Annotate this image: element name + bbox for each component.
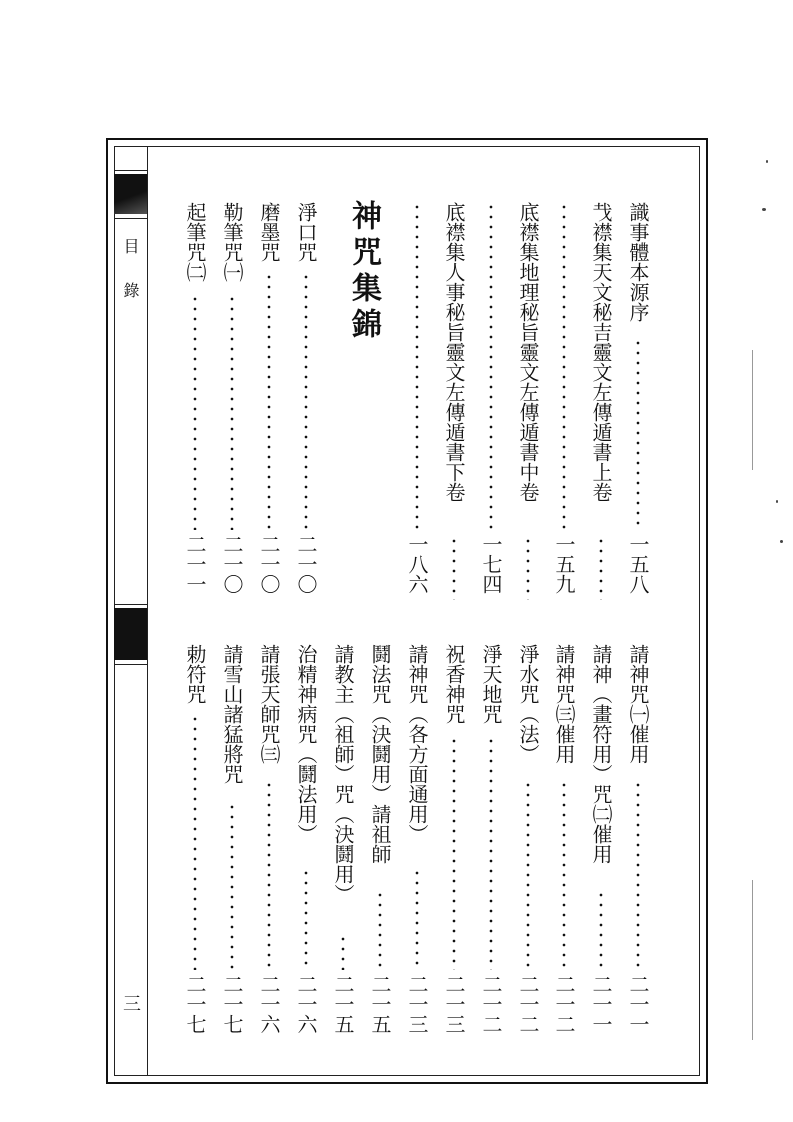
scan-edge-line	[752, 350, 753, 470]
toc-entry-page: 二一二	[516, 974, 540, 1034]
band-black-block-middle	[114, 608, 147, 660]
toc-entry	[184, 202, 206, 600]
toc-entry-page: 二一一	[183, 534, 207, 594]
leader-dots	[489, 736, 493, 970]
toc-entry-title: 請神咒㈠催用	[626, 644, 650, 764]
toc-entry-title: 底襟集人事秘旨靈文左傳遁書下卷	[442, 202, 466, 502]
leader-dots	[341, 934, 345, 970]
scan-speck	[780, 540, 783, 543]
leader-dots	[562, 202, 566, 530]
toc-entry-page: 二一六	[257, 974, 281, 1034]
toc-entry-page: 一五八	[626, 534, 650, 594]
toc-entry	[480, 644, 502, 1040]
toc-entry-title: 請教主（祖師）咒（決鬪用）	[331, 644, 355, 904]
leader-dots	[193, 294, 197, 530]
toc-entry-page: 二一一	[589, 974, 613, 1034]
toc-entry	[480, 202, 502, 600]
toc-entry-page: 二一五	[368, 974, 392, 1034]
toc-entry-title: 淨天地咒	[479, 644, 503, 724]
scan-speck	[762, 208, 766, 211]
leader-dots	[452, 736, 456, 970]
toc-entry-page: 二一七	[220, 974, 244, 1034]
leader-dots	[489, 202, 493, 530]
leader-dots	[304, 272, 308, 530]
toc-entry-title: 淨口咒	[294, 202, 318, 262]
toc-entry-page: 二一三	[442, 974, 466, 1034]
toc-entry-title: 𢦏襟集天文秘吉靈文左傳遁書上卷	[589, 202, 613, 502]
leader-dots	[526, 780, 530, 970]
band-rule	[114, 170, 147, 171]
toc-entry-page: 二一〇	[257, 534, 281, 594]
toc-entry-page: 二一六	[294, 974, 318, 1034]
toc-entry-page: 二一一	[626, 974, 650, 1034]
toc-entry-title: 請神咒（各方面通用）	[405, 644, 429, 844]
toc-entry-title: 識事體本源序	[626, 202, 650, 322]
leader-dots	[230, 294, 234, 530]
band-rule	[114, 604, 147, 605]
toc-entry	[369, 644, 391, 1040]
toc-entry-page: 二一二	[479, 974, 503, 1034]
leader-dots	[267, 780, 271, 970]
toc-entry-title: 治精神病咒（鬪法用）	[294, 644, 318, 844]
toc-entry	[258, 644, 280, 1040]
toc-entry	[590, 644, 612, 1040]
toc-entry-title: 勅符咒	[183, 644, 207, 704]
toc-entry-title: 磨墨咒	[257, 202, 281, 262]
running-title: 目錄	[121, 238, 140, 326]
toc-entry-page: 二一五	[331, 974, 355, 1034]
leader-dots	[193, 714, 197, 970]
toc-entry	[332, 644, 354, 1040]
toc-entry	[443, 644, 465, 1040]
band-rule	[114, 218, 147, 219]
toc-entry-title: 底襟集地理秘旨靈文左傳遁書中卷	[516, 202, 540, 502]
leader-dots	[599, 890, 603, 970]
leader-dots	[599, 536, 603, 600]
toc-entry-page: 二一三	[405, 974, 429, 1034]
toc-entry	[517, 202, 539, 600]
leader-dots	[267, 272, 271, 530]
leader-dots	[415, 868, 419, 970]
toc-entry	[627, 202, 649, 600]
toc-entry-page: 一八六	[405, 534, 429, 594]
leader-dots	[636, 780, 640, 970]
leader-dots	[452, 536, 456, 600]
leader-dots	[636, 338, 640, 530]
leader-dots	[304, 868, 308, 970]
toc-entry	[517, 644, 539, 1040]
toc-entry	[553, 202, 575, 600]
toc-entry-title: 請神咒㈢催用	[552, 644, 576, 764]
section-heading: 神咒集錦	[346, 200, 381, 344]
toc-entry-title: 祝香神咒	[442, 644, 466, 724]
leader-dots	[230, 802, 234, 970]
leader-dots	[562, 780, 566, 970]
scan-edge-line	[752, 880, 753, 1040]
leader-dots	[415, 202, 419, 530]
toc-entry-title: 淨水咒（法）	[516, 644, 540, 764]
toc-entry	[221, 202, 243, 600]
toc-entry-title: 起筆咒㈡	[183, 202, 207, 282]
toc-entry	[184, 644, 206, 1040]
toc-entry-title: 鬪法咒（決鬪用）請祖師	[368, 644, 392, 864]
band-rule	[114, 664, 147, 665]
leader-dots	[378, 890, 382, 970]
page-number: 三	[120, 994, 141, 1012]
toc-entry	[406, 644, 428, 1040]
toc-entry-page: 一七四	[479, 534, 503, 594]
toc-entry	[553, 644, 575, 1040]
leader-dots	[526, 536, 530, 600]
toc-entry	[627, 644, 649, 1040]
toc-entry-title: 請張天師咒㈢	[257, 644, 281, 764]
toc-entry-page: 二一二	[552, 974, 576, 1034]
toc-entry	[221, 644, 243, 1040]
toc-entry	[406, 202, 428, 600]
toc-entry	[443, 202, 465, 600]
toc-entry-title: 勒筆咒㈠	[220, 202, 244, 282]
toc-entry-page: 二一七	[183, 974, 207, 1034]
toc-entry	[295, 202, 317, 600]
running-header-band	[114, 146, 148, 1076]
toc-entry	[295, 644, 317, 1040]
scan-speck	[776, 500, 778, 503]
toc-entry-page: 二一〇	[294, 534, 318, 594]
toc-entry-page: 二一〇	[220, 534, 244, 594]
scan-speck	[766, 160, 768, 163]
toc-entry	[258, 202, 280, 600]
toc-entry-title: 請雪山諸猛將咒	[220, 644, 244, 784]
toc-entry-title: 請神（畫符用）咒㈡催用	[589, 644, 613, 864]
toc-entry-page: 一五九	[552, 534, 576, 594]
toc-entry	[590, 202, 612, 600]
band-black-block-top	[114, 174, 147, 214]
